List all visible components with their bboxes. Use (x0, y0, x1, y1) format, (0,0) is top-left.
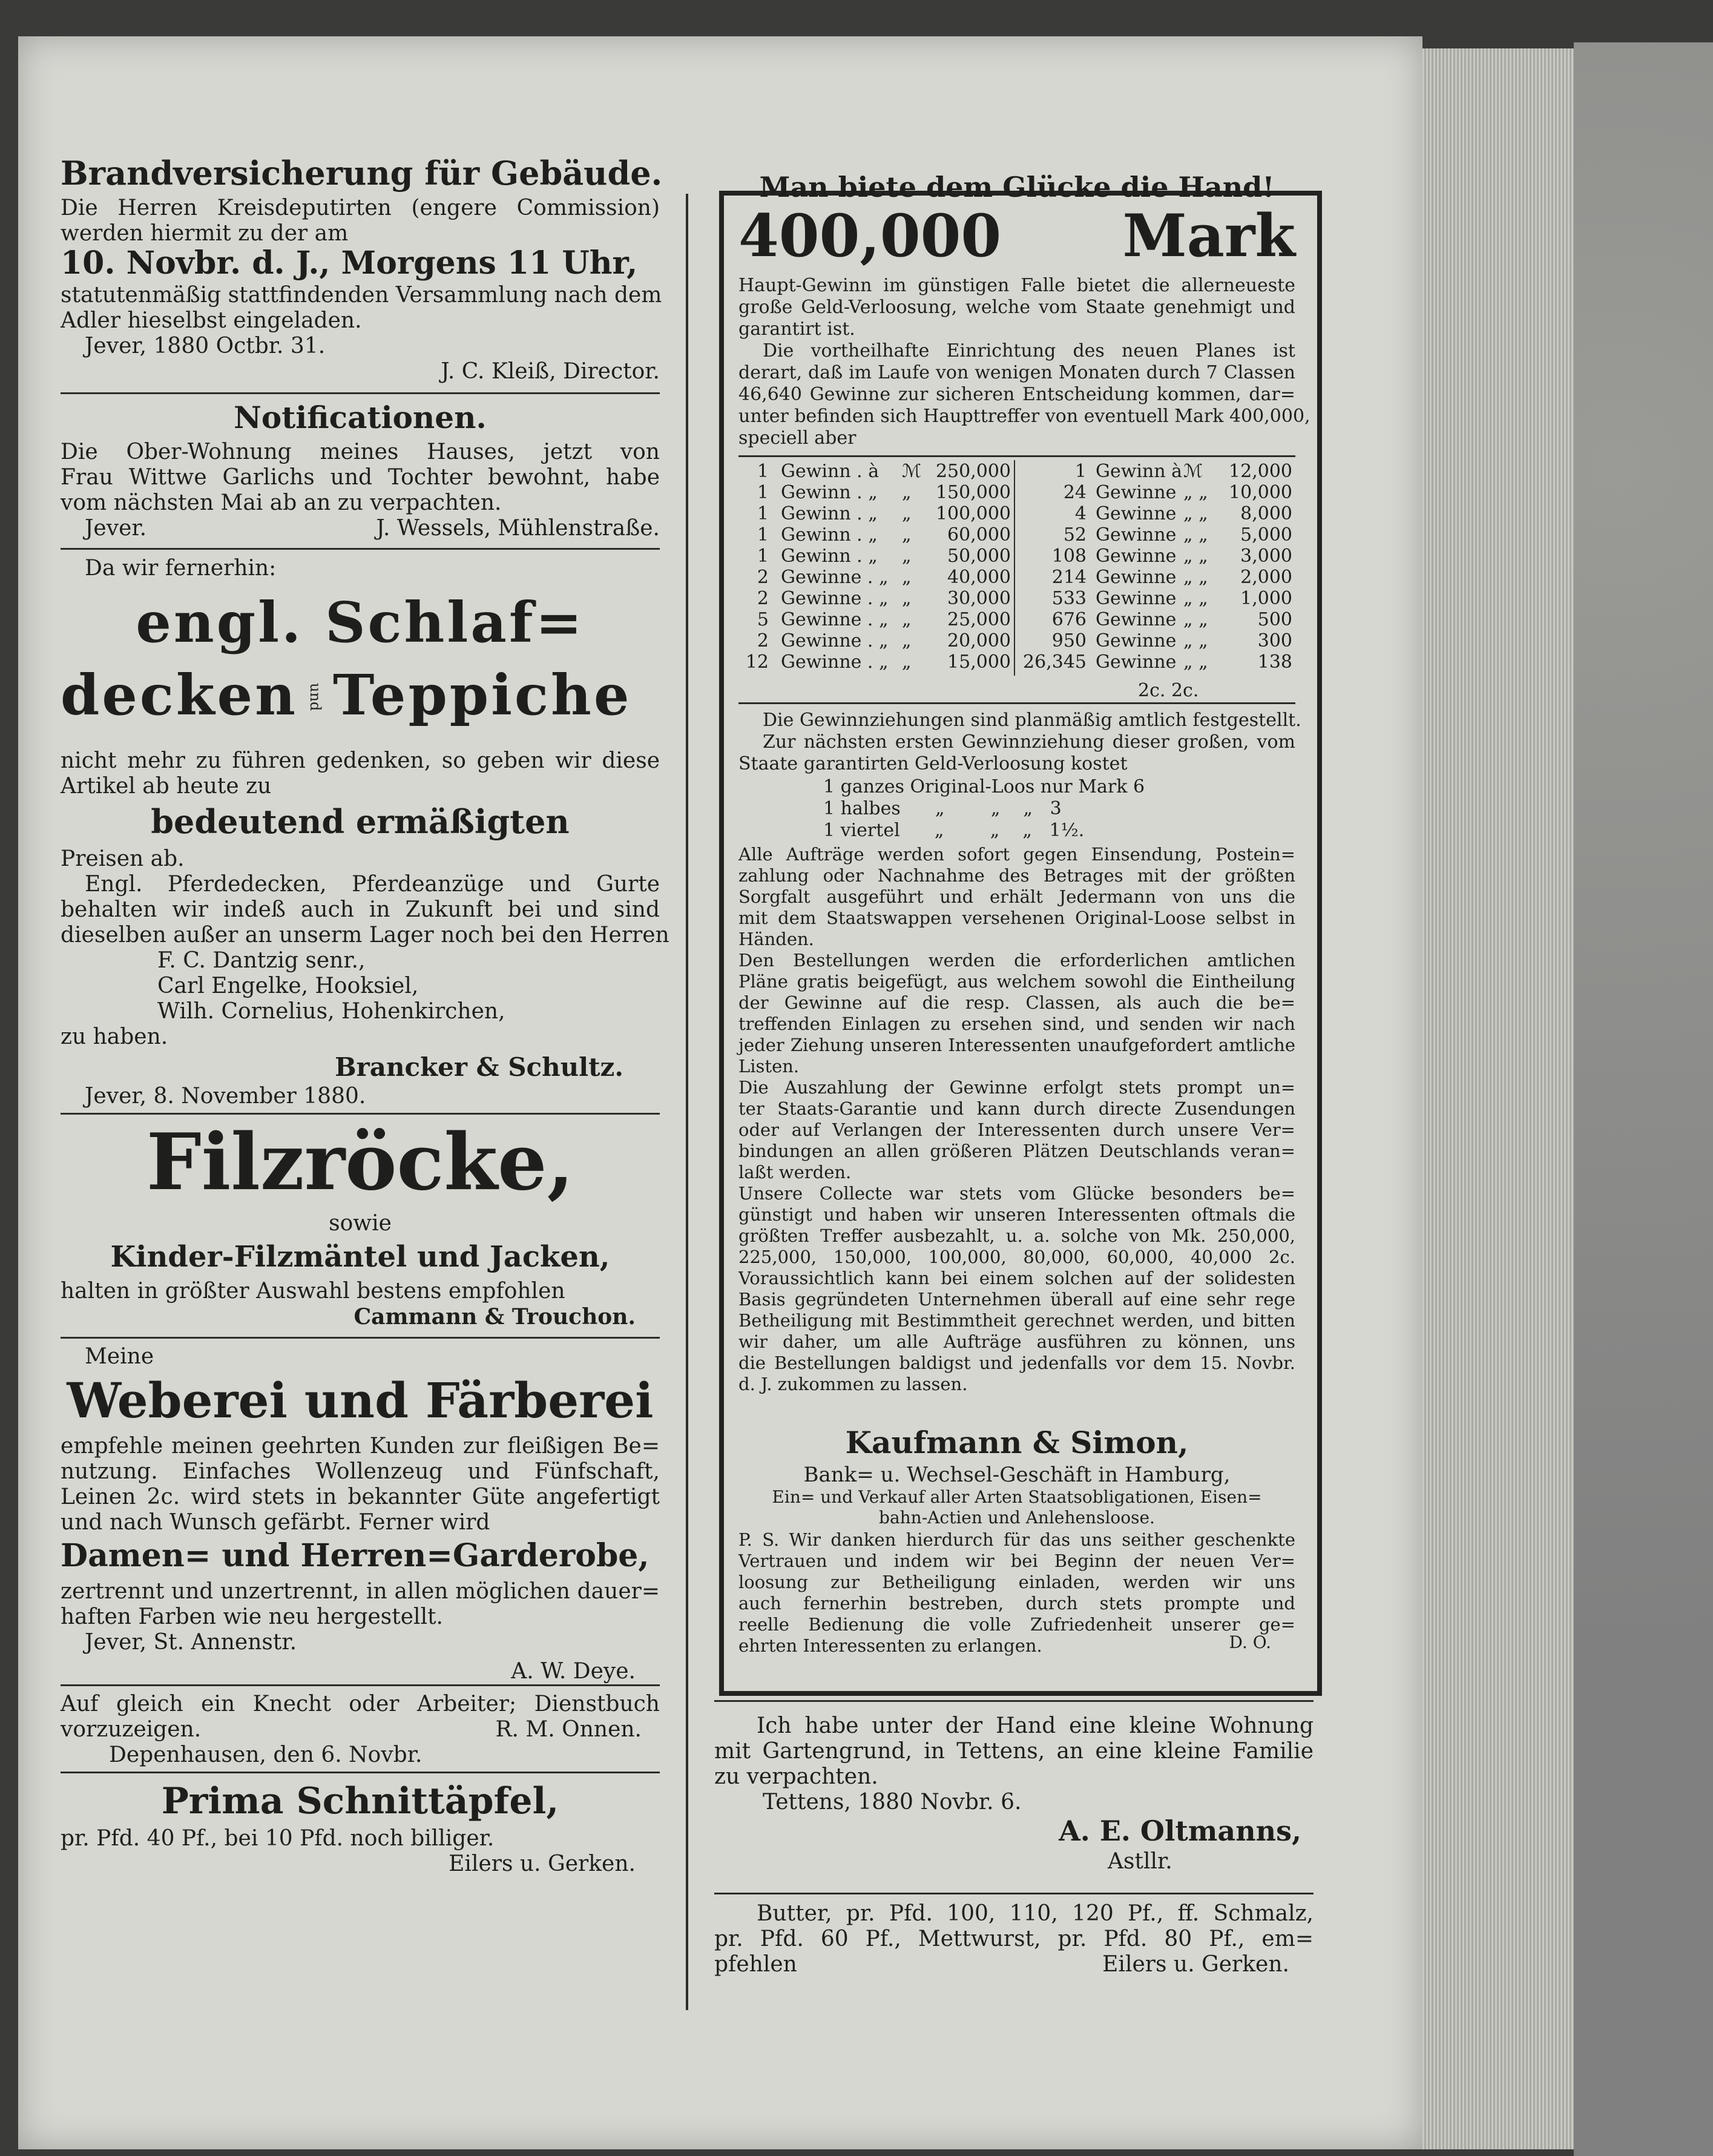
lottoBody-line: größten Treffer ausbezahlt, u. a. solche von Mk. 250,000, (738, 1225, 1295, 1246)
prize-cell: Gewinn . „ (781, 503, 878, 524)
prize-row (738, 652, 1011, 673)
lotto-line-1: Haupt-Gewinn im günstigen Falle bietet die allerneueste (738, 275, 1295, 296)
prize-cell: 676 (1051, 609, 1087, 630)
prize-cell: Gewinne . „ (781, 651, 889, 673)
lottoBody-line: günstigt und haben wir unseren Interessenten oftmals die (738, 1204, 1295, 1225)
prize-row (738, 567, 1011, 588)
prize-cell: 1 (757, 524, 769, 546)
prize-cell: 60,000 (947, 524, 1011, 546)
weberei-line-5: zertrennt und unzertrennt, in allen möglichen dauer= (61, 1579, 660, 1604)
prize-cell: „ „ (1183, 588, 1208, 609)
column-divider (686, 194, 688, 2010)
aepfel-title: Prima Schnittäpfel, (161, 1780, 559, 1822)
rule (61, 548, 660, 550)
knecht-signature: R. M. Onnen. (495, 1717, 642, 1742)
prize-table-left (738, 461, 1011, 673)
schlaf-headline-3: Teppiche (333, 662, 632, 728)
filz-subtitle: Kinder-Filzmäntel und Jacken, (110, 1240, 610, 1274)
wohnung-line-2: mit Gartengrund, in Tettens, an eine kleine Familie (714, 1739, 1314, 1764)
lotto-line-9: Die Gewinnziehungen sind planmäßig amtlich festgestellt. (763, 710, 1301, 731)
weberei-place: Jever, St. Annenstr. (85, 1630, 297, 1655)
prize-cell: „ (902, 546, 912, 567)
prize-cell: 20,000 (947, 630, 1011, 651)
prize-cell: 138 (1257, 651, 1292, 673)
prize-cell: Gewinne (1096, 482, 1177, 503)
weberei-line-2: nutzung. Einfaches Wollenzeug und Fünfschaft, (61, 1459, 660, 1484)
prize-row (1020, 461, 1295, 483)
prize-cell: Gewinn . „ (781, 482, 878, 503)
prize-cell: „ (902, 567, 912, 588)
prize-row (1020, 652, 1295, 673)
prize-cell: ℳ (1183, 461, 1203, 482)
aepfel-line: pr. Pfd. 40 Pf., bei 10 Pfd. noch billiger. (61, 1826, 495, 1851)
prize-cell: „ „ (1183, 503, 1208, 524)
weberei-emphasis: Damen= und Herren=Garderobe, (61, 1537, 649, 1574)
lotto-line-3: garantirt ist. (738, 318, 855, 340)
lottoBody-line: zahlung oder Nachnahme des Betrages mit der größten (738, 865, 1295, 886)
wohnung-line-1: Ich habe unter der Hand eine kleine Wohnung (757, 1713, 1314, 1738)
prize-cell: ℳ (902, 461, 922, 482)
weberei-line-3: Leinen 2c. wird stets in bekannter Güte angefertigt (61, 1485, 660, 1509)
knecht-line-2: vorzuzeigen. (61, 1717, 202, 1742)
notif-line-2: Frau Wittwe Garlichs und Tochter bewohnt, habe (61, 465, 660, 490)
notif-place: Jever. (85, 516, 147, 541)
filz-title: Filzröcke, (146, 1117, 574, 1208)
prize-cell: 100,000 (935, 503, 1011, 524)
wohnung-date: Tettens, 1880 Novbr. 6. (763, 1790, 1022, 1815)
prize-row (738, 631, 1011, 652)
prize-cell: 52 (1063, 524, 1087, 546)
lotto-line-2: große Geld-Verloosung, welche vom Staate genehmigt und (738, 297, 1295, 318)
prize-cell: 533 (1051, 588, 1087, 609)
lottoBody-line: die Bestellungen baldigst und jedenfalls vor dem 15. Novbr. (738, 1353, 1295, 1373)
book-cover-edge (1574, 42, 1713, 2156)
prize-cell: Gewinne . „ (781, 567, 889, 588)
prize-row (1020, 483, 1295, 504)
butter-line-2: pr. Pfd. 60 Pf., Mettwurst, pr. Pfd. 80 Pf., em= (714, 1927, 1314, 1951)
table-rule-top (738, 455, 1295, 457)
lottoBody-line: mit dem Staatswappen versehenen Original-Loose selbst in (738, 908, 1295, 928)
lottoBody-line: Pläne gratis beigefügt, aus welchem sowohl die Eintheilung (738, 971, 1295, 992)
prize-cell: Gewinne (1096, 609, 1177, 630)
lottoBody-line: Listen. (738, 1056, 800, 1076)
prize-cell: „ „ (1183, 567, 1208, 588)
schlaf-line-6: dieselben außer an unserm Lager noch bei den Herren (61, 923, 669, 948)
prize-cell: 25,000 (947, 609, 1011, 630)
prize-cell: „ (902, 524, 912, 546)
psBody-line: auch fernerhin bestreben, durch stets prompte und (738, 1593, 1295, 1614)
lottoBody-line: Sorgfalt ausgeführt und erhält Jedermann von uns die (738, 886, 1295, 907)
prize-cell: 3,000 (1240, 546, 1292, 567)
prize-cell: 1 (757, 503, 769, 524)
prize-cell: 2 (757, 630, 769, 651)
notif-signature: J. Wessels, Mühlenstraße. (376, 516, 660, 541)
knecht-date: Depenhausen, den 6. Novbr. (109, 1742, 422, 1767)
lotto-firm-3: Ein= und Verkauf aller Arten Staatsobligationen, Eisen= (772, 1487, 1262, 1507)
prize-cell: „ (902, 630, 912, 651)
prize-cell: „ „ (1183, 630, 1208, 651)
wohnung-signature: A. E. Oltmanns, (1059, 1815, 1301, 1847)
brand-title: Brandversicherung für Gebäude. (61, 154, 663, 193)
butter-signature: Eilers u. Gerken. (1102, 1952, 1289, 1977)
schlaf-date: Jever, 8. November 1880. (85, 1084, 366, 1109)
lotto-firm-4: bahn-Actien und Anlehensloose. (879, 1508, 1155, 1528)
lottoBody-line: ter Staats-Garantie und kann durch directe Zusendungen (738, 1098, 1295, 1119)
prize-row (1020, 525, 1295, 546)
prize-cell: 2 (757, 567, 769, 588)
schlaf-signature: Brancker & Schultz. (335, 1052, 623, 1082)
prize-row (1020, 631, 1295, 652)
weberei-line-4: und nach Wunsch gefärbt. Ferner wird (61, 1510, 490, 1535)
table-etc: 2c. 2c. (1138, 680, 1199, 701)
lottoBody-line: bindungen an allen größeren Plätzen Deutschlands veran= (738, 1141, 1295, 1161)
prize-cell: 500 (1257, 609, 1292, 630)
rule (61, 1684, 660, 1686)
prize-cell: „ (902, 609, 912, 630)
schlaf-und: und (307, 683, 324, 711)
brand-line-1: Die Herren Kreisdeputirten (engere Commission) (61, 196, 660, 220)
prize-row (738, 588, 1011, 610)
prize-row (1020, 504, 1295, 525)
prize-cell: 26,345 (1023, 651, 1087, 673)
lotto-line-11: Staate garantirten Geld-Verloosung kostet (738, 753, 1128, 774)
prize-cell: Gewinne (1096, 546, 1177, 567)
weberei-meine: Meine (85, 1344, 154, 1369)
lottoBody-line: der Gewinne auf die resp. Classen, als auch die be= (738, 992, 1295, 1013)
brand-signature: J. C. Kleiß, Director. (441, 359, 660, 384)
psBody-line: ehrten Interessenten zu erlangen. (738, 1635, 1042, 1656)
lotto-amount: 400,000 (738, 202, 1002, 270)
prize-cell: „ „ (1183, 524, 1208, 546)
prize-row (738, 546, 1011, 567)
prize-cell: 2,000 (1240, 567, 1292, 588)
rule (61, 1113, 660, 1115)
rule (714, 1893, 1314, 1894)
schlaf-line-7: F. C. Dantzig senr., (157, 948, 366, 973)
prize-row (738, 525, 1011, 546)
rule (61, 1337, 660, 1339)
table-divider (1014, 460, 1015, 676)
knecht-line-1: Auf gleich ein Knecht oder Arbeiter; Dienstbuch (61, 1692, 660, 1716)
brand-line-2: werden hiermit zu der am (61, 221, 349, 246)
prize-cell: 12 (745, 651, 769, 673)
prize-cell: 214 (1051, 567, 1087, 588)
prize-row (738, 610, 1011, 631)
psBody-line: P. S. Wir danken hierdurch für das uns seither geschenkte (738, 1529, 1295, 1550)
prize-cell: Gewinne (1096, 588, 1177, 609)
prize-cell: 150,000 (935, 482, 1011, 503)
prize-cell: Gewinn . à (781, 461, 880, 482)
prize-row (738, 483, 1011, 504)
prize-cell: 2 (757, 588, 769, 609)
prize-cell: 1 (757, 546, 769, 567)
table-rule-bottom (738, 702, 1295, 704)
prize-cell: „ „ (1183, 651, 1208, 673)
prize-cell: 250,000 (935, 461, 1011, 482)
lottoBody-line: Basis gegründeten Unternehmen überall auf eine sehr rege (738, 1289, 1295, 1310)
lottoBody-line: Betheiligung mit Bestimmtheit gerechnet werden, und bitten (738, 1310, 1295, 1331)
schlaf-emphasis: bedeutend ermäßigten (151, 802, 570, 841)
prize-cell: 1,000 (1240, 588, 1292, 609)
prize-row (1020, 588, 1295, 610)
lottoBody-line: Alle Aufträge werden sofort gegen Einsendung, Postein= (738, 844, 1295, 865)
prize-cell: 1 (1074, 461, 1087, 482)
wohnung-role: Astllr. (1108, 1849, 1172, 1874)
prize-cell: „ (902, 651, 912, 673)
prize-row (738, 504, 1011, 525)
lottoBody-line: laßt werden. (738, 1162, 852, 1182)
lotto-do: D. O. (1229, 1632, 1271, 1652)
prize-cell: „ (902, 482, 912, 503)
weberei-signature: A. W. Deye. (511, 1659, 636, 1684)
page-stack-edge (1422, 48, 1574, 2149)
lotto-mark: Mark (1122, 202, 1295, 270)
lotto-line-7: unter befinden sich Haupttreffer von eventuell Mark 400,000, (738, 406, 1310, 427)
butter-line-3: pfehlen (714, 1952, 797, 1977)
schlaf-line-10: zu haben. (61, 1024, 168, 1049)
prize-cell: „ (902, 588, 912, 609)
prize-cell: Gewinn à (1096, 461, 1183, 482)
prize-cell: 15,000 (947, 651, 1011, 673)
weberei-line-1: empfehle meinen geehrten Kunden zur fleißigen Be= (61, 1434, 660, 1459)
schlaf-line-8: Carl Engelke, Hooksiel, (157, 974, 419, 998)
prize-cell: Gewinn . „ (781, 524, 878, 546)
prize-cell: 5 (757, 609, 769, 630)
brand-line-4: statutenmäßig stattfindenden Versammlung nach dem (61, 283, 662, 308)
notif-line-1: Die Ober-Wohnung meines Hauses, jetzt von (61, 440, 660, 464)
lotto-line-8: speciell aber (738, 427, 856, 449)
lottoBody-line: Die Auszahlung der Gewinne erfolgt stets prompt un= (738, 1077, 1295, 1098)
notif-title: Notificationen. (234, 400, 487, 435)
schlaf-intro: Da wir fernerhin: (85, 556, 277, 581)
prize-cell: „ „ (1183, 546, 1208, 567)
prize-cell: Gewinne . „ (781, 630, 889, 651)
newspaper-page (18, 36, 1422, 2149)
prize-cell: Gewinne (1096, 524, 1177, 546)
schlaf-headline-2: decken (61, 662, 298, 728)
filz-signature: Cammann & Trouchon. (353, 1304, 636, 1330)
prize-cell: 8,000 (1240, 503, 1292, 524)
rule (714, 1700, 1314, 1702)
prize-cell: 24 (1063, 482, 1087, 503)
lottoBody-line: 225,000, 150,000, 100,000, 80,000, 60,000, 40,000 2c. (738, 1247, 1295, 1267)
wohnung-line-3: zu verpachten. (714, 1764, 878, 1789)
prize-cell: 10,000 (1229, 482, 1292, 503)
prize-table-right (1020, 461, 1295, 673)
weberei-title: Weberei und Färberei (67, 1372, 654, 1429)
brand-line-3: 10. Novbr. d. J., Morgens 11 Uhr, (61, 245, 638, 282)
weberei-line-6: haften Farben wie neu hergestellt. (61, 1604, 443, 1629)
prize-cell: Gewinne (1096, 651, 1177, 673)
lottoBody-line: wir daher, um alle Aufträge ausführen zu können, uns (738, 1331, 1295, 1352)
lotto-motto: Man biete dem Glücke die Hand! (759, 171, 1275, 203)
prize-row (1020, 567, 1295, 588)
prize-cell: 1 (757, 461, 769, 482)
prize-cell: 30,000 (947, 588, 1011, 609)
lottoBody-line: Händen. (738, 929, 814, 949)
price-whole: 1 ganzes Original-Loos nur Mark 6 (823, 776, 1145, 797)
prize-cell: 50,000 (947, 546, 1011, 567)
lotto-line-6: 46,640 Gewinne zur sicheren Entscheidung kommen, dar= (738, 384, 1295, 405)
prize-cell: Gewinne (1096, 630, 1177, 651)
price-half: 1 halbes „ „ „ 3 (823, 798, 1062, 819)
prize-cell: Gewinne (1096, 503, 1177, 524)
lotto-line-10: Zur nächsten ersten Gewinnziehung dieser großen, vom (763, 731, 1295, 753)
lottoBody-line: d. J. zukommen zu lassen. (738, 1374, 968, 1394)
psBody-line: loosung zur Betheiligung einladen, werden wir uns (738, 1572, 1295, 1592)
prize-cell: 1 (757, 482, 769, 503)
brand-date: Jever, 1880 Octbr. 31. (85, 334, 326, 358)
prize-row (1020, 610, 1295, 631)
lotto-line-4: Die vortheilhafte Einrichtung des neuen Planes ist (763, 340, 1295, 361)
prize-cell: „ (902, 503, 912, 524)
prize-cell: 40,000 (947, 567, 1011, 588)
psBody-line: reelle Bedienung die volle Zufriedenheit unserer ge= (738, 1614, 1295, 1635)
prize-row (1020, 546, 1295, 567)
prize-row (738, 461, 1011, 483)
prize-cell: 108 (1051, 546, 1087, 567)
schlaf-line-4: Engl. Pferdedecken, Pferdeanzüge und Gurte (85, 872, 660, 897)
filz-line: halten in größter Auswahl bestens empfohlen (61, 1279, 565, 1304)
prize-cell: „ „ (1183, 609, 1208, 630)
prize-cell: Gewinne . „ (781, 588, 889, 609)
lottoBody-line: Unsere Collecte war stets vom Glücke besonders be= (738, 1183, 1295, 1204)
schlaf-line-3: Preisen ab. (61, 846, 185, 871)
notif-line-3: vom nächsten Mai ab an zu verpachten. (61, 490, 502, 515)
lottoBody-line: treffenden Einlagen zu ersehen sind, und senden wir nach (738, 1014, 1295, 1034)
lotto-headline (738, 202, 1295, 270)
prize-cell: 4 (1074, 503, 1087, 524)
schlaf-line-5: behalten wir indeß auch in Zukunft bei und sind (61, 897, 660, 922)
rule (61, 392, 660, 394)
psBody-line: Vertrauen und indem wir bei Beginn der neuen Ver= (738, 1551, 1295, 1571)
aepfel-signature: Eilers u. Gerken. (449, 1851, 636, 1876)
prize-cell: 5,000 (1240, 524, 1292, 546)
lotto-firm-2: Bank= u. Wechsel-Geschäft in Hamburg, (803, 1463, 1231, 1487)
price-quarter: 1 viertel „ „ „ 1½. (823, 820, 1085, 841)
prize-cell: „ „ (1183, 482, 1208, 503)
prize-cell: Gewinn . „ (781, 546, 878, 567)
lottoBody-line: jeder Ziehung unseren Interessenten unaufgefordert amtliche (738, 1035, 1295, 1055)
lotto-firm: Kaufmann & Simon, (845, 1425, 1189, 1460)
filz-sowie: sowie (329, 1211, 392, 1236)
prize-cell: Gewinne (1096, 567, 1177, 588)
lottoBody-line: oder auf Verlangen der Interessenten durch unsere Ver= (738, 1119, 1295, 1140)
brand-line-5: Adler hieselbst eingeladen. (61, 308, 362, 333)
prize-cell: 950 (1051, 630, 1087, 651)
schlaf-line-9: Wilh. Cornelius, Hohenkirchen, (157, 999, 505, 1024)
lottoBody-line: Voraussichtlich kann bei einem solchen auf der solidesten (738, 1268, 1295, 1288)
prize-cell: Gewinne . „ (781, 609, 889, 630)
schlaf-headline-1: engl. Schlaf= (136, 590, 585, 655)
schlaf-line-2: Artikel ab heute zu (61, 774, 272, 799)
prize-cell: 300 (1257, 630, 1292, 651)
rule (61, 1772, 660, 1773)
schlaf-line-1: nicht mehr zu führen gedenken, so geben wir diese (61, 748, 660, 773)
lottoBody-line: Den Bestellungen werden die erforderlichen amtlichen (738, 950, 1295, 971)
butter-line-1: Butter, pr. Pfd. 100, 110, 120 Pf., ff. Schmalz, (757, 1901, 1314, 1926)
lotto-line-5: derart, daß im Laufe von wenigen Monaten durch 7 Classen (738, 362, 1295, 383)
prize-cell: 12,000 (1229, 461, 1292, 482)
